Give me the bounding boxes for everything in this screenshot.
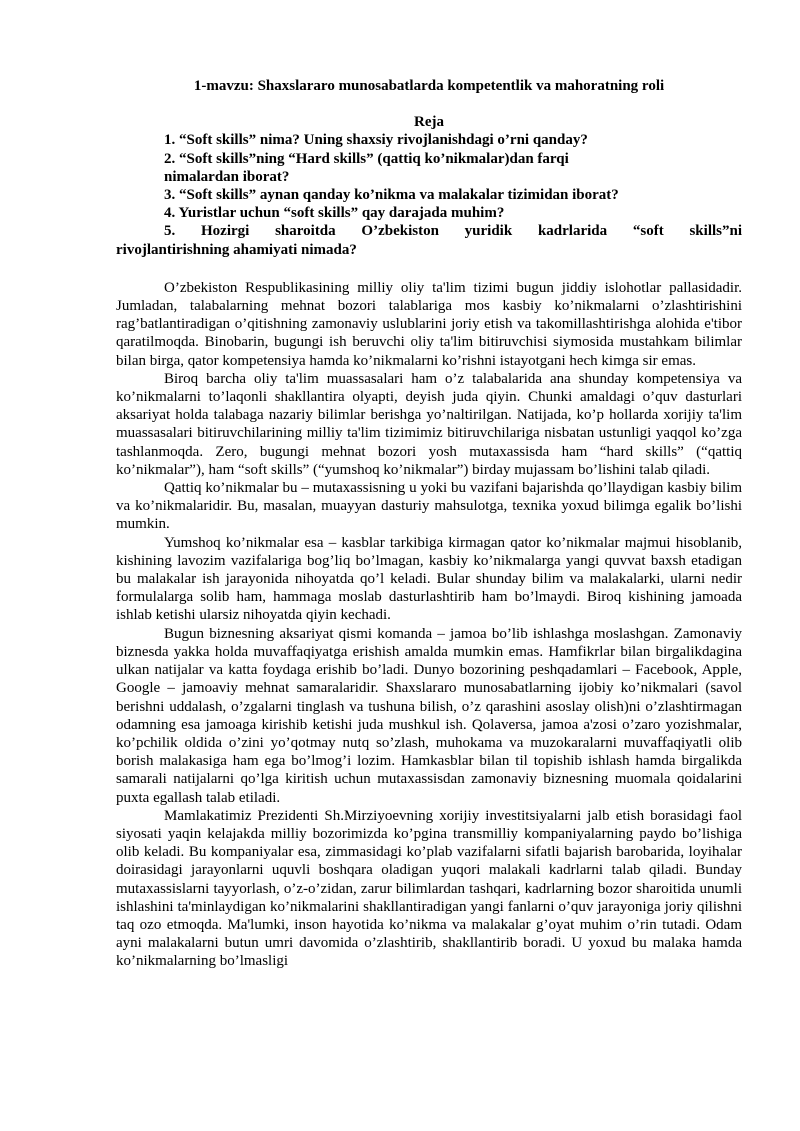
- plan-item: 5. Hozirgi sharoitda O’zbekiston yuridik kadrlarida “soft skills”ni: [164, 223, 742, 240]
- plan-item-continuation: rivojlantirishning ahamiyati nimada?: [116, 241, 357, 258]
- plan-item: 2. “Soft skills”ning “Hard skills” (qattiq ko’nikmalar)dan farqi: [164, 150, 569, 167]
- plan-item: 4. Yuristlar uchun “soft skills” qay darajada muhim?: [164, 205, 505, 222]
- plan-item: 3. “Soft skills” aynan qanday ko’nikma va malakalar tizimidan iborat?: [164, 187, 619, 204]
- body-paragraph: Qattiq ko’nikmalar bu – mutaxassisning u yoki bu vazifani bajarishda qo’llaydigan kasbiy bilim va ko’nikmalaridir. Bu, masalan, muayyan dasturiy mahsulotga, texnika yoxud bilimga egalik bo’lishi mumkin.: [116, 480, 742, 533]
- plan-list: [116, 131, 742, 258]
- body-paragraph: O’zbekiston Respublikasining milliy oliy ta'lim tizimi bugun jiddiy islohotlar pallasidadir. Jumladan, talabalarning mehnat bozori talablariga mos kasbiy ko’nikmalarni o’zlashtirishini rag’batlantiradigan o’qitishning zamonaviy uslublarini joriy etish va takomillashtirishga alohida e'tibor qaratilmoqda. Binobarin, bugungi ish beruvchi oliy ta'lim bitiruvchisi siymosida mustahkam bilimlar bilan birga, qator kompetensiya hamda ko’nikmalarni ko’rishni istayotgani hech kimga sir emas.: [116, 279, 742, 369]
- document-title: 1-mavzu: Shaxslararo munosabatlarda kompetentlik va mahoratning roli: [193, 78, 665, 94]
- body-paragraph: Yumshoq ko’nikmalar esa – kasblar tarkibiga kirmagan qator ko’nikmalar majmui hisoblanib, kishining lavozim vazifalariga bog’liq bo’lmagan, kasbiy ko’nikmalarga yangi quvvat baxsh etadigan bu malakalar ish jarayonida nihoyatda qo’l keladi. Bular shunday bilim va malakalarki, ularni nedir formulalarga solib ham, hammaga moslab dasturlashtirib ham bo’lmaydi. Biroq kishining jamoada ishlab ketishi ularsiz nihoyatda qiyin kechadi.: [116, 534, 742, 624]
- plan-item-continuation: nimalardan iborat?: [164, 168, 290, 185]
- plan-heading: Reja: [414, 114, 444, 131]
- plan-item: 1. “Soft skills” nima? Uning shaxsiy rivojlanishdagi o’rni qanday?: [164, 132, 588, 149]
- body-paragraph: Biroq barcha oliy ta'lim muassasalari ham o’z talabalarida ana shunday kompetensiya va ko’nikmalarni to’laqonli shakllantira olyapti, deyish juda qiyin. Chunki amaldagi o’quv dasturlari aksariyat holda talabaga nazariy bilimlar berishga yo’naltirilgan. Natijada, ko’p hollarda xorijiy ta'lim muassasalari bitiruvchilarining milliy ta'lim tizimimiz bitiruvchilariga nisbatan ustunligi yaqqol ko’zga tashlanmoqda. Zero, bugungi mehnat bozori yosh mutaxassisda ham “hard skills” (“qattiq ko’nikmalar”), ham “soft skills” (“yumshoq ko’nikmalar”) birday mujassam bo’lishini talab qiladi.: [116, 370, 742, 478]
- document-page: [116, 77, 742, 971]
- body-paragraph: Mamlakatimiz Prezidenti Sh.Mirziyoevning xorijiy investitsiyalarni jalb etish borasidagi faol siyosati yaqin kelajakda milliy bozorimizda ko’pgina transmilliy kompaniyalarning paydo bo’lishiga olib keladi. Bu kompaniyalar esa, zimmasidagi ko’plab vazifalarni sifatli bajarish barobarida, loyihalar doirasidagi jarayonlarni uquvli boshqara oladigan yuqori malakali kadrlarni talab qiladi. Bunday mutaxassislarni tayyorlash, o’z-o’zidan, zarur bilimlardan tashqari, kadrlarning bozor sharoitida unumli ishlashini ta'minlaydigan ko’nikmalarini shakllantiradigan yangi fanlarni o’quv jarayoniga joriy qilishni taq ozo etmoqda. Ma'lumki, inson hayotida ko’nikma va malakalar g’oyat muhim o’rin tutadi. Odam ayni malakalarni butun umri davomida o’zlashtirib, shakllantirib boradi. U yoxud bu malaka hamda ko’nikmalarning bo’lmasligi: [116, 807, 742, 970]
- body-paragraph: Bugun biznesning aksariyat qismi komanda – jamoa bo’lib ishlashga moslashgan. Zamonaviy biznesda yakka holda muvaffaqiyatga erishish amalda mumkin emas. Hamfikrlar bilan birgalikdagina ulkan natijalar va katta foydaga erishib bo’ladi. Dunyo bozorining peshqadamlari – Facebook, Apple, Google – jamoaviy mehnat samaralaridir. Shaxslararo munosabatlarning ijobiy ko’nikmalari (savol berishni uddalash, o’zgalarni tinglash va tushuna bilish, o’z qarashini asoslay olish)ni o’zlashtirmagan odamning esa jamoaga kirishib ketishi juda mushkul ish. Qolaversa, jamoa a'zosi o’zaro yozishmalar, ko’pchilik oldida o’zini yo’qotmay nutq so’zlash, muhokama va muzokaralarni muvaffaqiyatli olib borish malakasiga ham ega bo’lmog’i lozim. Hamkasblar bilan til topishib ishlash hamda birgalikda samarali natijalarni qo’lga kiritish uchun mutaxassisdan zamonaviy biznesning muomala qoidalarini puxta egallash talab etiladi.: [116, 625, 742, 806]
